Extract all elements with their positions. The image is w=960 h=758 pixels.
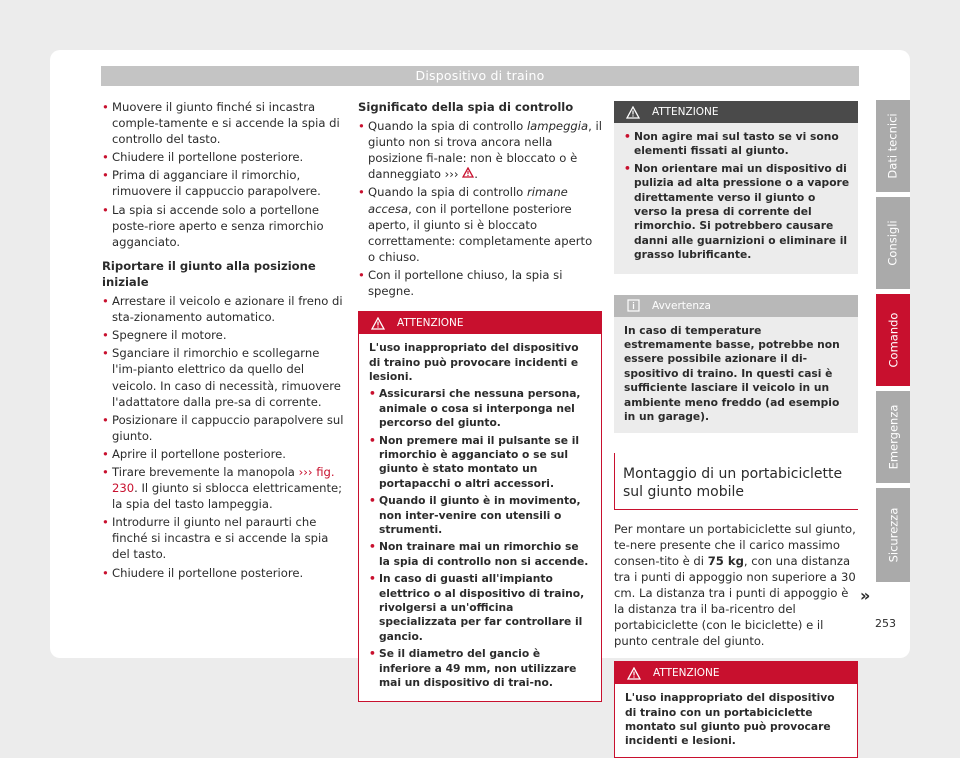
bullet-icon: • — [369, 647, 376, 661]
list-item: • Non orientare mai un dispositivo di pulizia ad alta pressione o a vapore direttamente verso il giunto o verso la presa di corrente del rimorchio. Si potrebbero causare danni alle guarnizioni o eliminare il grasso lubrificante. — [624, 161, 850, 262]
warning-header: ATTENZIONE — [614, 101, 858, 123]
list-item: • Sganciare il rimorchio e scollegarne l'im-pianto elettrico da quello del veicolo. In caso di necessità, rimuovere l'adattatore dalla pre-sa di corrente. — [102, 346, 341, 409]
page-header: Dispositivo di traino — [101, 66, 859, 86]
list-item: • Non premere mai il pulsante se il rimorchio è agganciato o se sul giunto è stato montato un portapacchi o altri accessori. — [369, 433, 580, 490]
list-item: • Chiudere il portellone posteriore. — [102, 150, 304, 165]
info-icon — [614, 299, 652, 312]
bullet-icon: • — [102, 328, 109, 343]
list-item: • Quando il giunto è in movimento, non inter-venire con utensili o strumenti. — [369, 494, 581, 536]
bullet-icon: • — [369, 387, 376, 401]
column-middle — [358, 99, 602, 702]
column-left — [102, 99, 346, 583]
bullet-icon: • — [358, 267, 365, 282]
warning-box — [614, 661, 858, 758]
continue-mark: » — [860, 586, 871, 605]
bullet-icon: • — [102, 446, 109, 461]
warning-box — [614, 101, 858, 274]
list-item: • Posizionare il cappuccio parapolvere sul giunto. — [102, 412, 344, 443]
bullet-icon: • — [624, 161, 631, 175]
bullet-icon: • — [102, 464, 109, 479]
list-item: • Aprire il portellone posteriore. — [102, 446, 286, 461]
bullet-icon: • — [102, 202, 109, 217]
list-item: • Prima di agganciare il rimorchio, rimuovere il cappuccio parapolvere. — [102, 168, 321, 199]
page-number: 253 — [875, 617, 896, 630]
tab-dati-tecnici[interactable]: Dati tecnici — [876, 100, 910, 192]
bullet-icon: • — [358, 119, 365, 134]
paragraph: Per montare un portabiciclette sul giunto, te-nere presente che il carico massimo consen-tito è di 75 kg, con una distanza tra i punti di appoggio non superiore a 30 cm. La distanza tra i punti di appoggio è la distanza tra il ba-ricentro del portabiciclette (con le biciclette) e il punto centrale del giunto. — [614, 521, 856, 649]
warning-box — [358, 311, 602, 702]
bullet-icon: • — [102, 346, 109, 361]
figure-link[interactable]: ››› fig. 230 — [112, 464, 335, 496]
bullet-icon: • — [369, 433, 376, 447]
note-body: In caso di temperature estremamente basse, potrebbe non essere possibile azionare il di-spositivo di traino. In questi casi è sufficiente lasciare il veicolo in un ambiente meno freddo (ad esempio in un garage). — [614, 317, 858, 433]
bullet-icon: • — [102, 515, 109, 530]
warning-triangle-icon — [614, 106, 652, 119]
tab-sicurezza[interactable]: Sicurezza — [876, 488, 910, 582]
list-item: • Quando la spia di controllo rimane accesa, con il portellone posteriore aperto, il giunto si è bloccato correttamente: completamente aperto o chiuso. — [358, 185, 593, 264]
list-item: • Quando la spia di controllo lampeggia, il giunto non si trova ancora nella posizione fi-nale: non è bloccato o è danneggiato ››› . — [358, 119, 602, 182]
bullet-icon: • — [102, 100, 109, 114]
section-title: Montaggio di un portabiciclette sul giunto mobile — [614, 453, 858, 510]
bullet-icon: • — [102, 565, 109, 580]
warning-triangle-icon — [615, 667, 653, 680]
tab-consigli[interactable]: Consigli — [876, 197, 910, 289]
warning-triangle-icon — [359, 317, 397, 330]
list-item: • Introdurre il giunto nel paraurti che finché si incastra e si accende la spia del tasto. — [102, 515, 329, 562]
list-item: • Muovere il giunto finché si incastra comple-tamente e si accende la spia di controllo del tasto. — [102, 100, 340, 147]
bullet-icon: • — [102, 150, 109, 165]
tab-comando[interactable]: Comando — [876, 294, 910, 386]
bullet-icon: • — [102, 294, 109, 309]
note-header: Avvertenza — [614, 295, 858, 317]
bullet-icon: • — [358, 185, 365, 200]
list-item: • Con il portellone chiuso, la spia si spegne. — [358, 267, 563, 299]
bullet-icon: • — [369, 494, 376, 508]
bullet-icon: • — [369, 540, 376, 554]
list-item: • Se il diametro del gancio è inferiore a 49 mm, non utilizzare mai un dispositivo di trai-no. — [369, 647, 577, 690]
list-item: • Spegnere il motore. — [102, 328, 227, 343]
column-right — [614, 101, 858, 758]
warning-body: L'uso inappropriato del dispositivo di traino può provocare incidenti e lesioni. • Assicurarsi che nessuna persona, animale o cosa si interponga nel percorso del giunto. • Non premere mai il pulsante se il rimorchio è agganciato o se sul giunto è stato montato un portapacchi o altri accessori. • Quando il giunto è in movimento, non inter-venire con utensili o strumenti. • Non trainare mai un rimorchio se la spia di controllo non si accende. • In caso di guasti all'impianto elettrico o al dispositivo di traino, rivolgersi a un'officina specializzata per far controllare il gancio. • Se il diametro del gancio è inferiore a 49 mm, non utilizzare mai un dispositivo di trai-no. — [359, 334, 601, 701]
note-box — [614, 295, 858, 433]
warning-triangle-icon — [462, 167, 474, 181]
list-item: • Arrestare il veicolo e azionare il freno di sta-zionamento automatico. — [102, 294, 343, 325]
list-item: • Chiudere il portellone posteriore. — [102, 565, 304, 580]
list-item: • Non trainare mai un rimorchio se la spia di controllo non si accende. — [369, 540, 589, 568]
list-item: • Assicurarsi che nessuna persona, animale o cosa si interponga nel percorso del giunto. — [369, 387, 581, 430]
list-item: • La spia si accende solo a portellone poste-riore aperto e senza rimorchio agganciato. — [102, 202, 324, 249]
warning-header: ATTENZIONE — [359, 312, 601, 334]
warning-body — [614, 123, 858, 274]
list-item: • In caso di guasti all'impianto elettrico o al dispositivo di traino, rivolgersi a un'officina specializzata per far controllare il gancio. — [369, 572, 585, 643]
bullet-icon: • — [102, 412, 109, 427]
tab-emergenza[interactable]: Emergenza — [876, 391, 910, 483]
subheading-indicator: Significato della spia di controllo — [358, 100, 574, 114]
warning-body: L'uso inappropriato del dispositivo di traino con un portabiciclette montato sul giunto può provocare incidenti e lesioni. — [615, 684, 857, 757]
bullet-icon: • — [102, 168, 109, 183]
subheading-reset: Riportare il giunto alla posizione iniziale — [102, 258, 316, 289]
warning-header: ATTENZIONE — [615, 662, 857, 684]
bullet-icon: • — [624, 130, 631, 143]
list-item: • Non agire mai sul tasto se vi sono elementi fissati al giunto. — [624, 130, 839, 158]
bullet-icon: • — [369, 572, 376, 586]
list-item: • Tirare brevemente la manopola ››› fig. 230. Il giunto si sblocca elettricamente; la spia del tasto lampeggia. — [102, 464, 343, 512]
